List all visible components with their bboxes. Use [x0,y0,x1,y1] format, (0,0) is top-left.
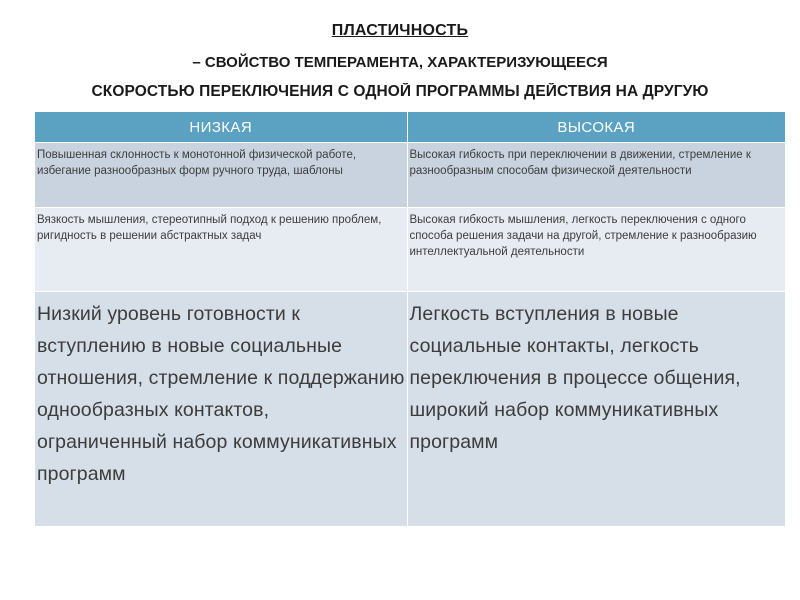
cell-high-physical: Высокая гибкость при переключении в движении, стремление к разнообразным способам физической деятельности [407,143,785,208]
table-row [35,292,785,527]
slide-title: ПЛАСТИЧНОСТЬ [331,22,469,39]
cell-low-physical: Повышенная склонность к монотонной физической работе, избегание разнообразных форм ручного труда, шаблоны [35,143,407,208]
cell-low-thinking: Вязкость мышления, стереотипный подход к решению проблем, ригидность в решении абстрактных задач [35,208,407,292]
plasticity-table [35,112,785,526]
slide-subtitle: – СВОЙСТВО ТЕМПЕРАМЕНТА, ХАРАКТЕРИЗУЮЩЕЕСЯ [192,54,608,71]
cell-high-social: Легкость вступления в новые социальные контакты, легкость переключения в процессе общения, широкий набор коммуникативных программ [407,292,785,527]
header-low: НИЗКАЯ [35,112,407,143]
table-header-row [35,112,785,143]
cell-low-social: Низкий уровень готовности к вступлению в новые социальные отношения, стремление к поддержанию однообразных контактов, ограниченный набор коммуникативных программ [35,292,407,527]
table-row [35,208,785,292]
cell-high-thinking: Высокая гибкость мышления, легкость переключения с одного способа решения задачи на другой, стремление к разнообразию интеллектуальной деятельности [407,208,785,292]
table-row [35,143,785,208]
slide-title-block [0,22,800,105]
header-high: ВЫСОКАЯ [407,112,785,143]
slide-subtitle-line2: СКОРОСТЬЮ ПЕРЕКЛЮЧЕНИЯ С ОДНОЙ ПРОГРАММЫ ДЕЙСТВИЯ НА ДРУГУЮ [91,83,709,100]
